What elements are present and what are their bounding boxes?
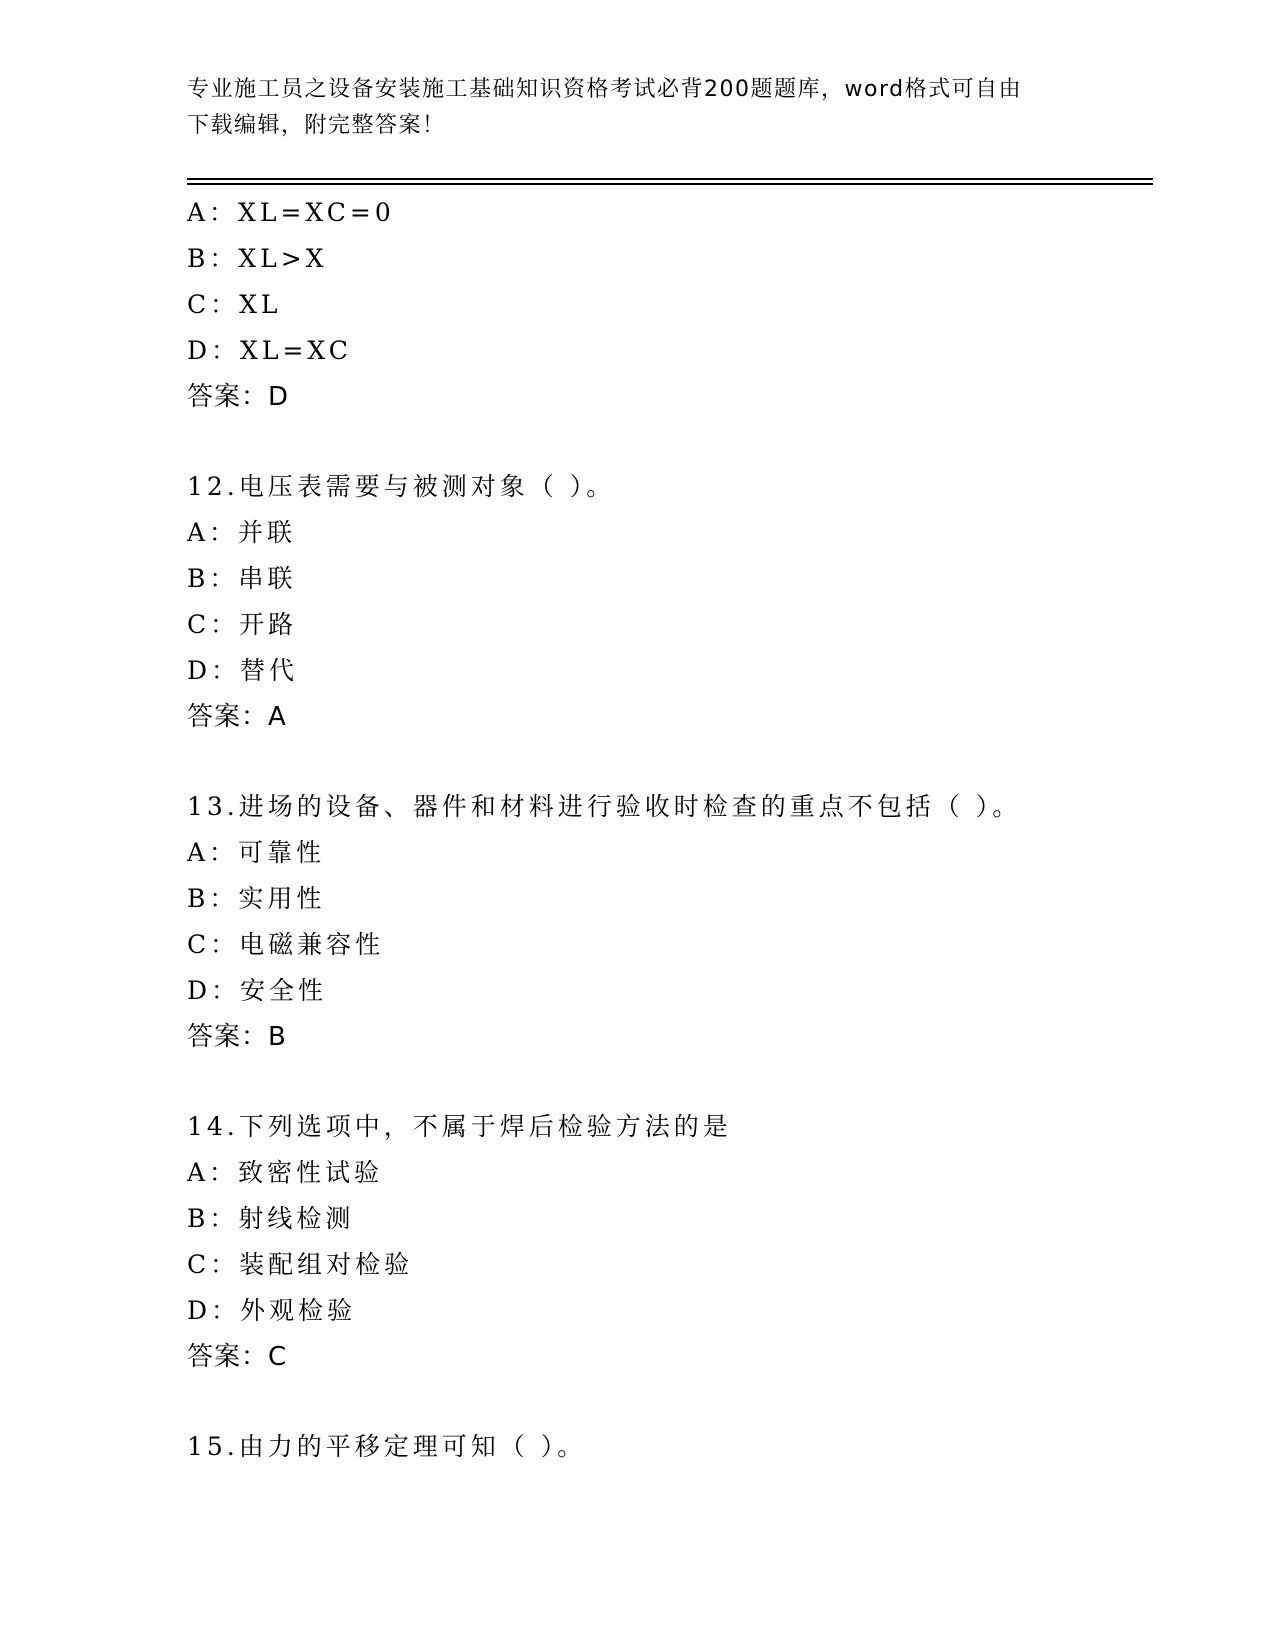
option-c: C：开路 xyxy=(187,610,298,639)
answer-line: 答案：D xyxy=(187,382,290,412)
question-stem: 12.电压表需要与被测对象（ ）。 xyxy=(187,472,616,501)
option-b: B：实用性 xyxy=(187,884,326,913)
option-d: D：XL=XC xyxy=(187,336,352,365)
header-divider-bottom xyxy=(187,183,1153,185)
question-13 xyxy=(187,784,1153,1060)
option-c: C：XL xyxy=(187,290,282,319)
header-title-line-2: 下载编辑，附完整答案！ xyxy=(187,113,446,138)
option-b: B：XL>X xyxy=(187,244,328,273)
question-stem: 15.由力的平移定理可知（ ）。 xyxy=(187,1432,587,1461)
question-list xyxy=(187,190,1153,1514)
option-d: D：替代 xyxy=(187,656,299,685)
option-a: A：致密性试验 xyxy=(187,1158,384,1187)
answer-line: 答案：C xyxy=(187,1342,288,1372)
answer-line: 答案：A xyxy=(187,702,287,732)
question-stem: 14.下列选项中，不属于焊后检验方法的是 xyxy=(187,1112,732,1141)
option-c: C：电磁兼容性 xyxy=(187,930,385,959)
question-14 xyxy=(187,1104,1153,1380)
document-header xyxy=(187,72,1087,144)
question-15 xyxy=(187,1424,1153,1470)
question-11-continued xyxy=(187,190,1153,420)
option-a: A：可靠性 xyxy=(187,838,326,867)
option-d: D：安全性 xyxy=(187,976,328,1005)
header-title-line-1: 专业施工员之设备安装施工基础知识资格考试必背200题题库，word格式可自由 xyxy=(187,77,1023,102)
option-b: B：射线检测 xyxy=(187,1204,355,1233)
option-d: D：外观检验 xyxy=(187,1296,357,1325)
option-a: A：XL=XC=0 xyxy=(187,198,395,227)
header-divider-top xyxy=(187,178,1153,180)
option-c: C：装配组对检验 xyxy=(187,1250,414,1279)
question-12 xyxy=(187,464,1153,740)
question-stem: 13.进场的设备、器件和材料进行验收时检查的重点不包括（ ）。 xyxy=(187,792,1022,821)
answer-line: 答案：B xyxy=(187,1022,287,1052)
option-b: B：串联 xyxy=(187,564,297,593)
option-a: A：并联 xyxy=(187,518,297,547)
